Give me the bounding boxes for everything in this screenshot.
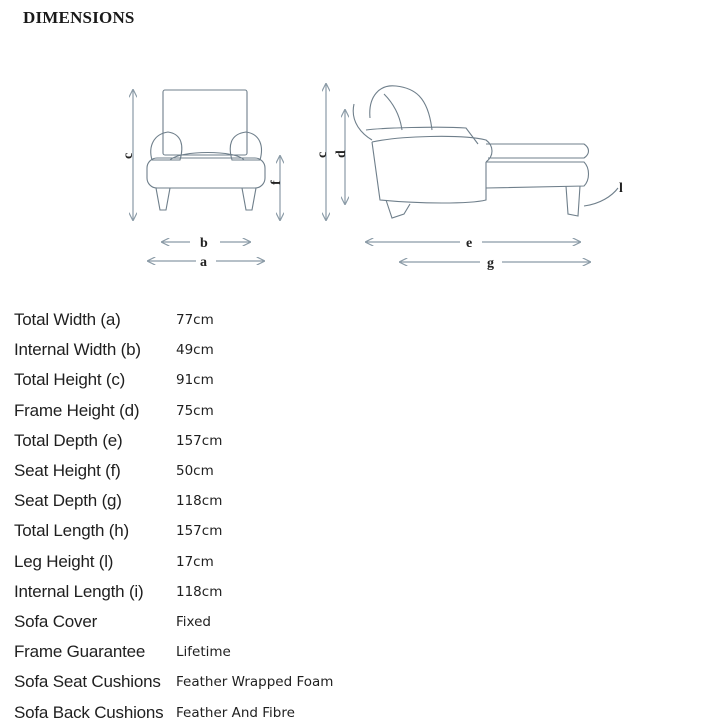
front-left-leg bbox=[156, 188, 170, 210]
label-c-front: c bbox=[121, 152, 136, 159]
specifications-list bbox=[14, 305, 654, 728]
spec-row bbox=[14, 396, 654, 426]
spec-value: 157cm bbox=[176, 432, 223, 449]
spec-row bbox=[14, 637, 654, 667]
front-right-leg bbox=[242, 188, 256, 210]
spec-value: Feather Wrapped Foam bbox=[176, 674, 334, 691]
spec-label: Total Width (a) bbox=[14, 310, 121, 330]
side-view bbox=[353, 86, 618, 218]
spec-label: Leg Height (l) bbox=[14, 551, 114, 571]
spec-value: 91cm bbox=[176, 372, 214, 389]
front-backrest bbox=[163, 90, 247, 155]
spec-row bbox=[14, 547, 654, 577]
label-e: e bbox=[466, 236, 473, 251]
spec-label: Sofa Seat Cushions bbox=[14, 672, 161, 692]
spec-row bbox=[14, 335, 654, 365]
spec-value: Feather And Fibre bbox=[176, 704, 295, 721]
label-a: a bbox=[200, 255, 207, 270]
side-front-leg bbox=[566, 186, 580, 216]
dimension-letters bbox=[121, 150, 623, 271]
side-back-frame bbox=[353, 104, 372, 140]
spec-value: 49cm bbox=[176, 342, 214, 359]
spec-value: 77cm bbox=[176, 312, 214, 329]
side-dimension-arrows bbox=[326, 84, 590, 262]
spec-row bbox=[14, 697, 654, 727]
label-l: l bbox=[619, 181, 623, 196]
spec-row bbox=[14, 426, 654, 456]
spec-label: Total Length (h) bbox=[14, 521, 129, 541]
spec-label: Sofa Cover bbox=[14, 611, 98, 631]
spec-value: 17cm bbox=[176, 553, 214, 570]
spec-label: Total Height (c) bbox=[14, 370, 126, 390]
dimension-diagram bbox=[0, 70, 706, 280]
spec-label: Internal Width (b) bbox=[14, 340, 141, 360]
leg-callout-line bbox=[584, 188, 618, 206]
spec-label: Internal Length (i) bbox=[14, 581, 144, 601]
spec-row bbox=[14, 486, 654, 516]
spec-label: Frame Guarantee bbox=[14, 642, 146, 662]
spec-row bbox=[14, 667, 654, 697]
side-arm-roll bbox=[372, 136, 492, 162]
spec-label: Sofa Back Cushions bbox=[14, 702, 164, 722]
front-base bbox=[147, 158, 265, 188]
spec-label: Total Depth (e) bbox=[14, 430, 123, 450]
front-view bbox=[147, 90, 265, 210]
spec-label: Seat Depth (g) bbox=[14, 491, 122, 511]
sofa-dimension-drawing bbox=[0, 70, 706, 280]
spec-row bbox=[14, 516, 654, 546]
spec-value: 118cm bbox=[176, 493, 223, 510]
label-d: d bbox=[334, 150, 349, 158]
spec-value: 157cm bbox=[176, 523, 223, 540]
spec-value: 50cm bbox=[176, 463, 214, 480]
side-back-leg bbox=[386, 200, 410, 218]
spec-value: 75cm bbox=[176, 402, 214, 419]
spec-row bbox=[14, 456, 654, 486]
side-back-cushion-seam bbox=[384, 94, 402, 130]
label-f: f bbox=[269, 180, 284, 185]
side-body bbox=[372, 142, 486, 203]
label-b: b bbox=[200, 236, 208, 251]
side-seat-cushion bbox=[486, 144, 589, 158]
label-c-side: c bbox=[315, 151, 330, 158]
spec-value: 118cm bbox=[176, 583, 223, 600]
spec-row bbox=[14, 577, 654, 607]
spec-label: Seat Height (f) bbox=[14, 461, 121, 481]
spec-value: Lifetime bbox=[176, 644, 231, 661]
side-arm-top bbox=[366, 127, 478, 144]
label-g: g bbox=[487, 256, 494, 271]
spec-row bbox=[14, 305, 654, 335]
spec-label: Frame Height (d) bbox=[14, 400, 140, 420]
spec-value: Fixed bbox=[176, 613, 211, 630]
page-title: DIMENSIONS bbox=[23, 8, 135, 27]
spec-row bbox=[14, 365, 654, 395]
side-chaise-base bbox=[486, 162, 589, 188]
spec-row bbox=[14, 607, 654, 637]
